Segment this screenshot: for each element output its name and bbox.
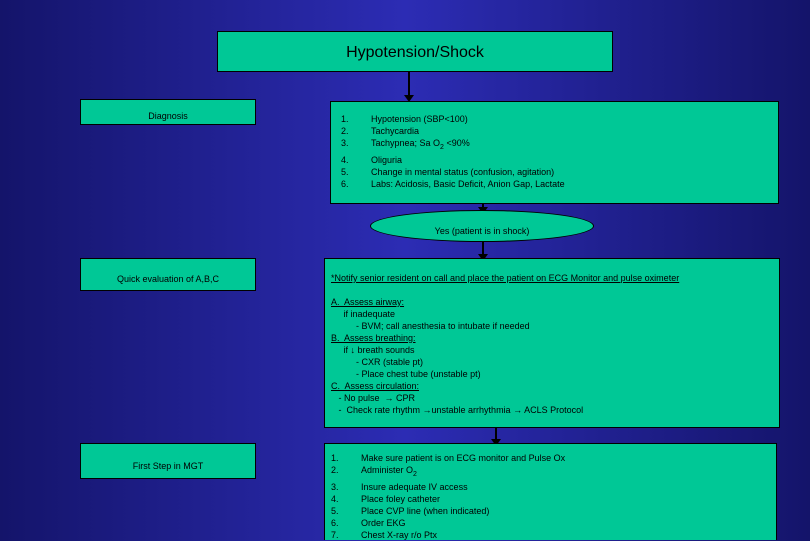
airway-heading: A. Assess airway:: [331, 297, 405, 307]
circulation-line-2: - Check rate rhythm →unstable arrhythmia → ACLS Protocol: [331, 405, 584, 415]
list-item: 7. Chest X-ray r/o Ptx: [331, 529, 438, 540]
arrow-title-to-diagnosis: [408, 72, 410, 100]
quick-eval-label-box: [80, 258, 256, 291]
diagnosis-label: Diagnosis: [148, 111, 188, 121]
list-item: 2. Administer $O_2$: [331, 465, 417, 478]
first-step-label: First Step in MGT: [132, 461, 204, 471]
airway-line-2: - BVM; call anesthesia to intubate if needed: [331, 321, 530, 331]
quick-eval-label: Quick evaluation of A,B,C: [116, 274, 220, 284]
list-item: 1. Hypotension (SBP<100): [341, 114, 468, 124]
list-item: 6. Labs: Acidosis, Basic Deficit, Anion Gap, Lactate: [341, 178, 565, 189]
yes-oval-label: Yes (patient is in shock): [434, 226, 530, 236]
list-item: 3. Insure adequate IV access: [331, 481, 468, 492]
first-step-list: [331, 452, 565, 541]
list-item: 5. Place CVP line (when indicated): [331, 505, 490, 516]
list-item: 4. Oliguria: [341, 154, 403, 165]
list-item: 1. Make sure patient is on ECG monitor and Pulse Ox: [331, 453, 566, 463]
notify-text: *Notify senior resident on call and place the patient on ECG Monitor and pulse oximeter: [331, 273, 680, 283]
diagnosis-criteria-box: [330, 101, 779, 204]
circulation-line-1: - No pulse → CPR: [331, 393, 416, 403]
yes-oval: [370, 210, 594, 242]
airway-line-1: if inadequate: [331, 309, 396, 319]
page-title: Hypotension/Shock: [346, 44, 484, 61]
breathing-line-1: if ↓ breath sounds: [331, 345, 415, 355]
arrow-abc-to-first-step: [495, 428, 497, 444]
circulation-heading: C. Assess circulation:: [331, 381, 420, 391]
breathing-line-2: - CXR (stable pt): [331, 357, 424, 367]
list-item: 4. Place foley catheter: [331, 493, 441, 504]
arrow-yes-to-abc: [482, 242, 484, 259]
list-item: 5. Change in mental status (confusion, agitation): [341, 166, 555, 177]
list-item: 6. Order EKG: [331, 517, 406, 528]
list-item: 2. Tachycardia: [341, 126, 420, 136]
breathing-heading: B. Assess breathing:: [331, 333, 416, 343]
first-step-label-box: [80, 443, 256, 479]
abc-box: [324, 258, 780, 428]
diagnosis-list: [341, 113, 565, 190]
title-box: [217, 31, 613, 72]
diagnosis-label-box: [80, 99, 256, 125]
list-item: 3. Tachypnea; Sa $O_2 <90\%$: [341, 138, 470, 151]
breathing-line-3: - Place chest tube (unstable pt): [331, 369, 481, 379]
first-step-box: [324, 443, 777, 540]
abc-content: [331, 272, 679, 416]
